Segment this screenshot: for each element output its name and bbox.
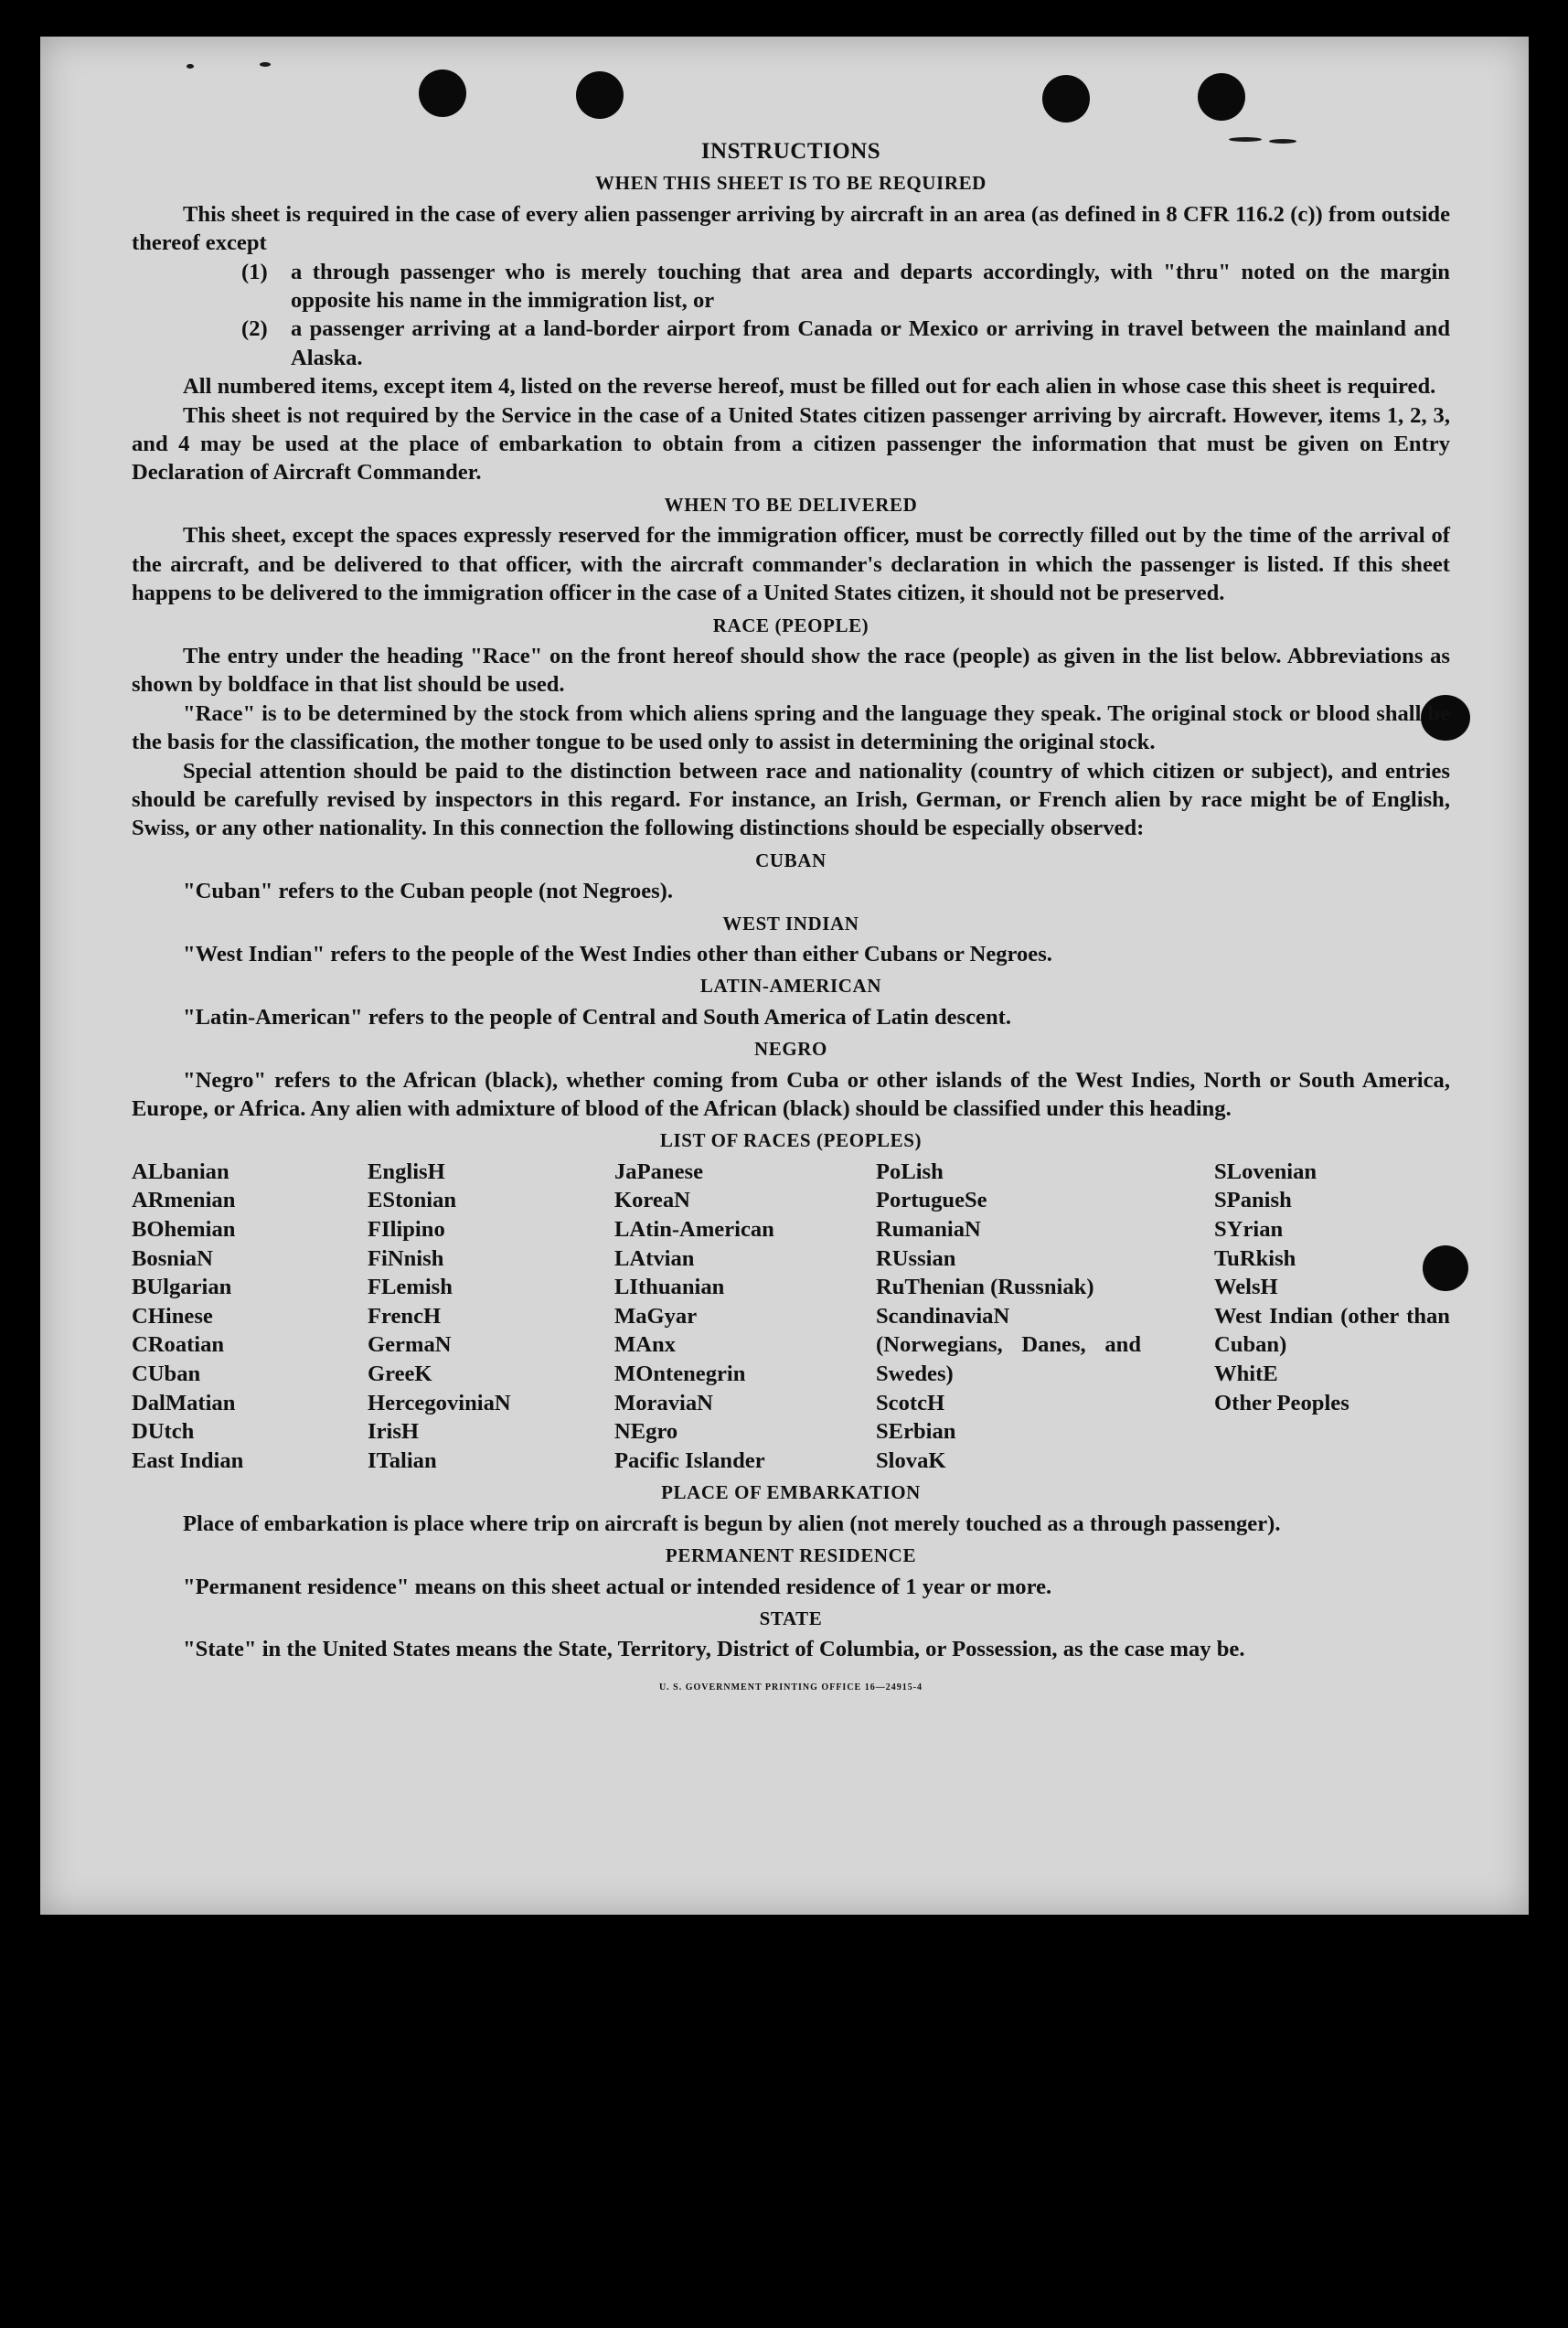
section-heading: RACE (PEOPLE) — [712, 614, 869, 636]
race-entry: MoraviaN — [614, 1390, 713, 1415]
section-heading: NEGRO — [753, 1038, 827, 1061]
race-entry: KoreaN — [614, 1188, 690, 1213]
race-entry: ARmenian — [132, 1188, 236, 1213]
race-entry: BOhemian — [132, 1217, 236, 1242]
section-heading: WHEN THIS SHEET IS TO BE REQUIRED — [595, 172, 987, 195]
race-entry: FrencH — [368, 1303, 442, 1329]
race-entry: East Indian — [132, 1447, 244, 1473]
race-entry: DUtch — [132, 1419, 195, 1445]
paragraph: "State" in the United States means the State, Territory, District of Columbia, or Possession, as the case may be. — [183, 1637, 1245, 1662]
race-entry: JaPanese — [614, 1159, 703, 1184]
races-column-5 — [1214, 1158, 1450, 1476]
race-entry: TuRkish — [1214, 1245, 1296, 1271]
race-entry: WhitE — [1214, 1361, 1278, 1386]
race-entry: West Indian (other than Cuban) — [1214, 1303, 1450, 1358]
section-heading: PERMANENT RESIDENCE — [665, 1544, 917, 1567]
race-entry: RUssian — [876, 1245, 956, 1271]
speck — [187, 64, 194, 69]
races-column-4 — [876, 1158, 1214, 1476]
instructions-content — [132, 135, 1450, 1702]
section-heading: STATE — [759, 1607, 823, 1629]
race-entry: GreeK — [368, 1361, 432, 1386]
page-title: INSTRUCTIONS — [700, 139, 881, 164]
race-entry: ScotcH — [876, 1390, 945, 1415]
race-entry: MaGyar — [614, 1303, 698, 1329]
paragraph: The entry under the heading "Race" on the front hereof should show the race (people) as given in the list below. Abbreviations as shown by boldface in that list should be used. — [132, 643, 1450, 698]
list-item — [241, 258, 1450, 315]
list-item — [241, 315, 1450, 372]
section-heading: WEST INDIAN — [722, 912, 859, 934]
race-entry: ScandinaviaN (Norwegians, Danes, and Swedes) — [876, 1303, 1141, 1386]
race-entry: WelsH — [1214, 1275, 1278, 1300]
race-entry: HercegoviniaN — [368, 1390, 511, 1415]
paragraph: This sheet, except the spaces expressly reserved for the immigration officer, must be correctly filled out by the time of the arrival of the aircraft, and be delivered to that officer, with the aircraft commander's declaration in which the passenger is listed. If this sheet happens to be delivered to the immigration officer in the case of a United States citizen, it should not be preserved. — [132, 523, 1450, 606]
race-entry: DalMatian — [132, 1390, 236, 1415]
race-entry: CHinese — [132, 1303, 213, 1329]
item-number: (2) — [241, 316, 268, 342]
race-entry: Other Peoples — [1214, 1390, 1349, 1415]
printer-imprint: U. S. GOVERNMENT PRINTING OFFICE 16—24915-4 — [658, 1682, 923, 1693]
race-entry: IrisH — [368, 1419, 420, 1445]
race-entry: LIthuanian — [614, 1275, 725, 1300]
paragraph: "Cuban" refers to the Cuban people (not Negroes). — [183, 879, 674, 904]
races-column-2 — [368, 1158, 614, 1476]
section-heading: CUBAN — [755, 849, 827, 871]
races-column-3 — [614, 1158, 876, 1476]
race-entry: MOntenegrin — [614, 1361, 746, 1386]
paragraph: "Race" is to be determined by the stock from which aliens spring and the language they speak. The original stock or blood shall be the basis for the classification, the mother tongue to be used only to assist in determining the original stock. — [132, 700, 1450, 755]
paragraph: "Latin-American" refers to the people of Central and South America of Latin descent. — [183, 1004, 1011, 1030]
punch-hole — [419, 69, 466, 117]
punch-hole — [576, 71, 624, 119]
paragraph: Special attention should be paid to the distinction between race and nationality (country of which citizen or subject), and entries should be carefully revised by inspectors in this regard. For instance, an Irish, German, or French alien by race might be of English, Swiss, or any other nationality. In this connection the following distinctions should be especially observed: — [132, 758, 1450, 841]
race-entry: LAtvian — [614, 1245, 695, 1271]
document-page — [40, 37, 1529, 1915]
section-heading: LATIN-AMERICAN — [699, 975, 882, 998]
section-heading: PLACE OF EMBARKATION — [661, 1481, 921, 1504]
punch-hole — [1198, 73, 1245, 121]
race-entry: SErbian — [876, 1419, 956, 1445]
paragraph: "West Indian" refers to the people of the West Indies other than either Cubans or Negroes. — [183, 941, 1052, 966]
item-text: a passenger arriving at a land-border airport from Canada or Mexico or arriving in travel between the mainland and Alaska. — [291, 316, 1450, 370]
paragraph: "Negro" refers to the African (black), whether coming from Cuba or other islands of the West Indies, North or South America, Europe, or Africa. Any alien with admixture of blood of the African (black) should be classified under this heading. — [132, 1067, 1450, 1121]
speck — [260, 62, 271, 67]
race-entry: LAtin-American — [614, 1217, 774, 1242]
race-entry: CRoatian — [132, 1332, 225, 1358]
races-column-1 — [132, 1158, 368, 1476]
race-entry: NEgro — [614, 1419, 678, 1445]
item-text: a through passenger who is merely touching that area and departs accordingly, with "thru" noted on the margin opposite his name in the immigration list, or — [291, 259, 1450, 314]
paragraph: All numbered items, except item 4, listed on the reverse hereof, must be filled out for each alien in whose case this sheet is required. — [183, 374, 1436, 400]
race-entry: BUlgarian — [132, 1275, 232, 1300]
race-entry: SLovenian — [1214, 1159, 1317, 1184]
race-entry: RuThenian (Russniak) — [876, 1275, 1094, 1300]
race-entry: RumaniaN — [876, 1217, 981, 1242]
race-entry: GermaN — [368, 1332, 452, 1358]
race-entry: CUban — [132, 1361, 201, 1386]
race-entry: FiNnish — [368, 1245, 444, 1271]
races-table — [132, 1158, 1450, 1476]
paragraph: This sheet is required in the case of every alien passenger arriving by aircraft in an area (as defined in 8 CFR 116.2 (c)) from outside thereof except — [132, 201, 1450, 256]
race-entry: ITalian — [368, 1447, 437, 1473]
race-entry: SYrian — [1214, 1217, 1284, 1242]
race-entry: MAnx — [614, 1332, 676, 1358]
races-heading: LIST OF RACES (PEOPLES) — [659, 1129, 923, 1152]
race-entry: SPanish — [1214, 1188, 1292, 1213]
race-entry: FIlipino — [368, 1217, 445, 1242]
paragraph: This sheet is not required by the Service in the case of a United States citizen passenger arriving by aircraft. However, items 1, 2, 3, and 4 may be used at the place of embarkation to obtain from a citizen passenger the information that must be given on Entry Declaration of Aircraft Commander. — [132, 402, 1450, 486]
race-entry: ALbanian — [132, 1159, 229, 1184]
race-entry: PoLish — [876, 1159, 944, 1184]
race-entry: Pacific Islander — [614, 1447, 765, 1473]
paragraph: "Permanent residence" means on this sheet actual or intended residence of 1 year or more. — [183, 1574, 1052, 1599]
section-heading: WHEN TO BE DELIVERED — [664, 493, 918, 516]
punch-hole — [1042, 75, 1090, 123]
race-entry: FLemish — [368, 1275, 453, 1300]
race-entry: EStonian — [368, 1188, 457, 1213]
race-entry: BosniaN — [132, 1245, 213, 1271]
race-entry: EnglisH — [368, 1159, 445, 1184]
paragraph: Place of embarkation is place where trip on aircraft is begun by alien (not merely touched as a through passenger). — [183, 1511, 1281, 1536]
item-number: (1) — [241, 259, 268, 284]
race-entry: SlovaK — [876, 1447, 946, 1473]
race-entry: PortugueSe — [876, 1188, 987, 1213]
